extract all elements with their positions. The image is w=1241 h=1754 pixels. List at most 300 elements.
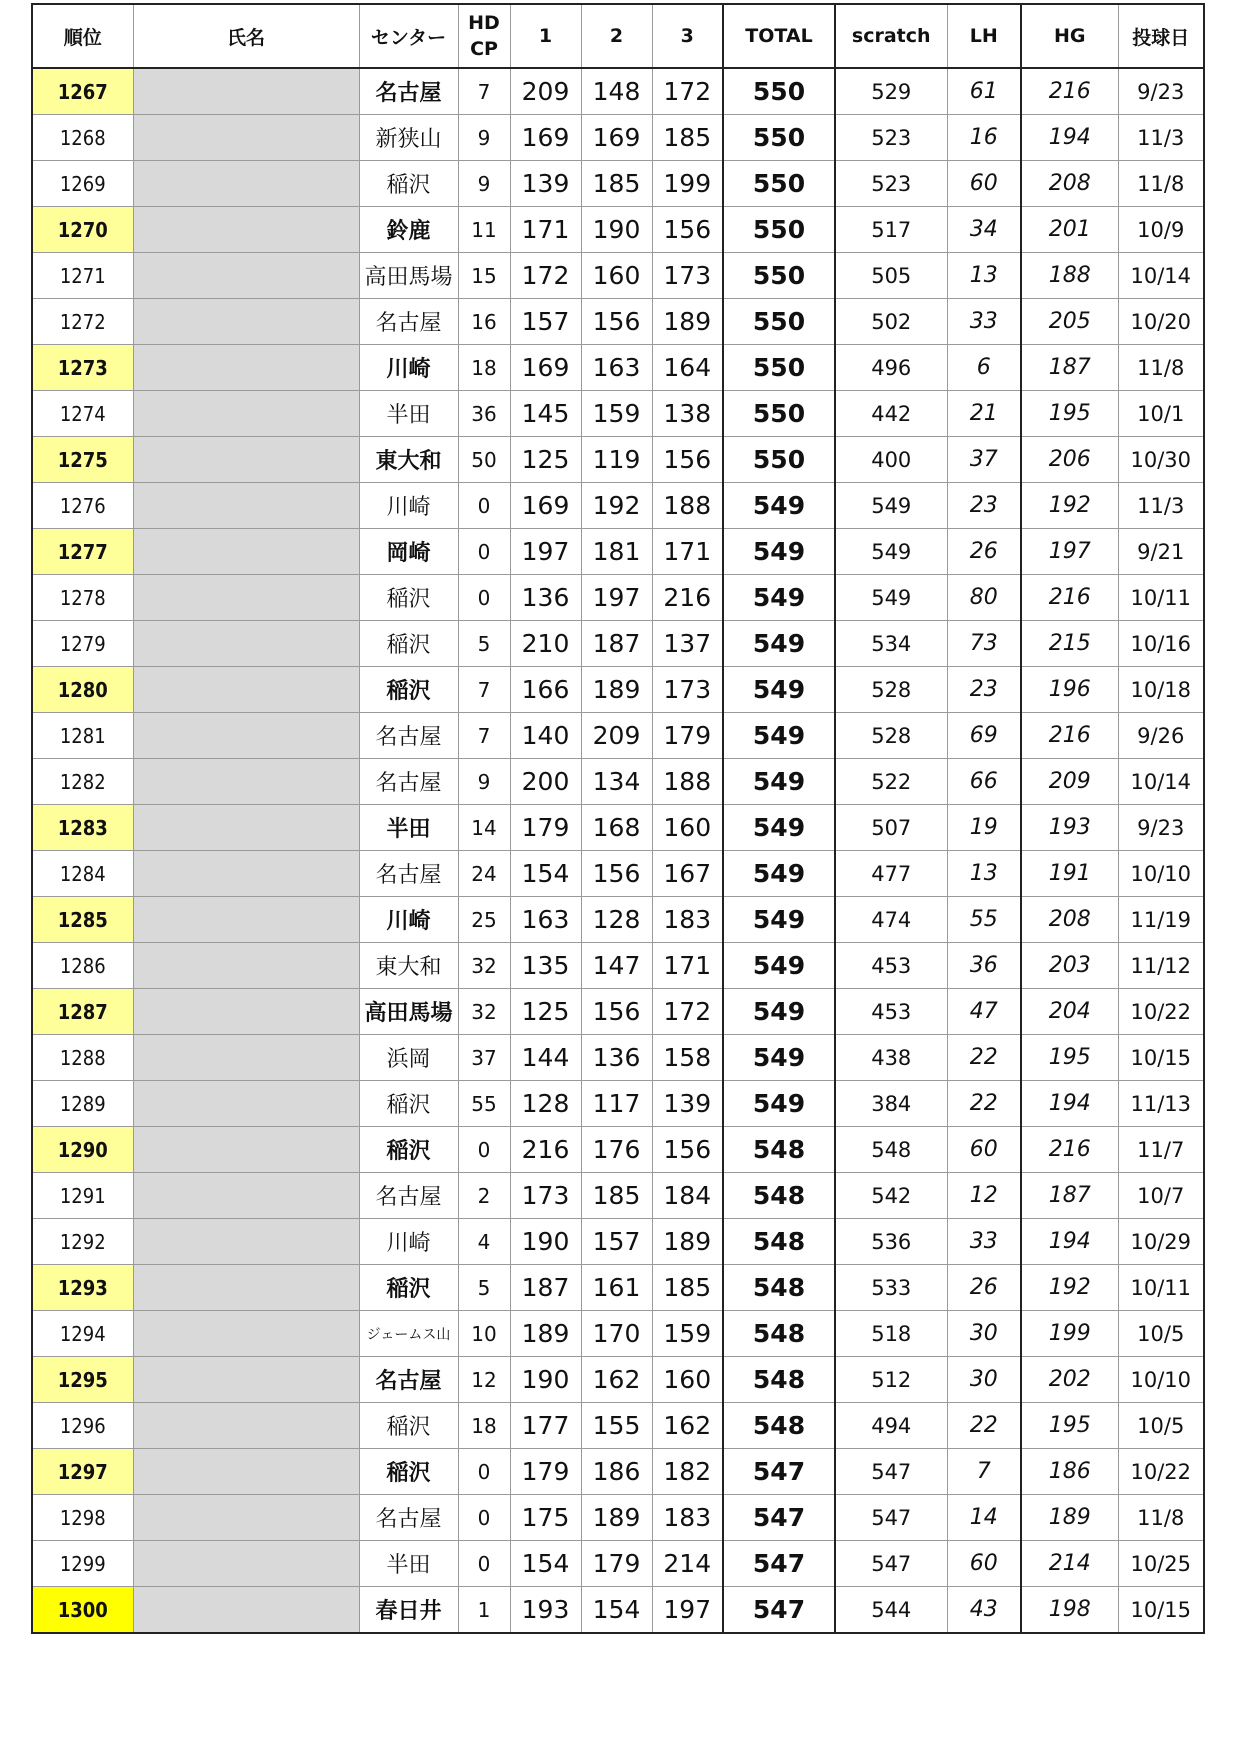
hg-cell: 194 xyxy=(1021,1219,1118,1265)
game-2-cell: 159 xyxy=(581,391,652,437)
game-2-cell: 209 xyxy=(581,713,652,759)
hg-cell: 216 xyxy=(1021,713,1118,759)
game-3-cell: 188 xyxy=(652,759,723,805)
game-3-cell: 183 xyxy=(652,897,723,943)
header-total: TOTAL xyxy=(723,4,835,68)
scratch-cell: 507 xyxy=(835,805,947,851)
date-cell: 10/1 xyxy=(1118,391,1204,437)
game-2-cell: 161 xyxy=(581,1265,652,1311)
center-cell: 稲沢 xyxy=(359,1449,458,1495)
table-row xyxy=(32,1173,1204,1219)
total-cell: 550 xyxy=(723,115,835,161)
name-cell xyxy=(133,1449,359,1495)
center-cell: 名古屋 xyxy=(359,299,458,345)
date-cell: 10/10 xyxy=(1118,851,1204,897)
hdcp-cell: 0 xyxy=(458,1449,510,1495)
name-cell xyxy=(133,1403,359,1449)
name-cell xyxy=(133,989,359,1035)
total-cell: 549 xyxy=(723,483,835,529)
hdcp-cell: 7 xyxy=(458,713,510,759)
game-2-cell: 136 xyxy=(581,1035,652,1081)
game-1-cell: 145 xyxy=(510,391,581,437)
date-cell: 10/15 xyxy=(1118,1035,1204,1081)
header-lh: LH xyxy=(947,4,1021,68)
lh-cell: 19 xyxy=(947,805,1021,851)
game-1-cell: 169 xyxy=(510,345,581,391)
game-3-cell: 164 xyxy=(652,345,723,391)
header-name: 氏名 xyxy=(133,4,359,68)
scratch-cell: 512 xyxy=(835,1357,947,1403)
game-2-cell: 155 xyxy=(581,1403,652,1449)
hdcp-cell: 50 xyxy=(458,437,510,483)
scratch-cell: 528 xyxy=(835,713,947,759)
game-2-cell: 156 xyxy=(581,299,652,345)
table-row xyxy=(32,851,1204,897)
name-cell xyxy=(133,1541,359,1587)
date-cell: 10/11 xyxy=(1118,1265,1204,1311)
hdcp-cell: 1 xyxy=(458,1587,510,1634)
name-cell xyxy=(133,1127,359,1173)
lh-cell: 60 xyxy=(947,1541,1021,1587)
hg-cell: 209 xyxy=(1021,759,1118,805)
table-row xyxy=(32,1403,1204,1449)
date-cell: 10/16 xyxy=(1118,621,1204,667)
game-1-cell: 154 xyxy=(510,1541,581,1587)
date-cell: 9/23 xyxy=(1118,805,1204,851)
lh-cell: 69 xyxy=(947,713,1021,759)
table-row xyxy=(32,575,1204,621)
game-3-cell: 179 xyxy=(652,713,723,759)
name-cell xyxy=(133,253,359,299)
header-hdcp xyxy=(458,4,510,68)
table-row xyxy=(32,1265,1204,1311)
total-cell: 550 xyxy=(723,68,835,115)
scratch-cell: 547 xyxy=(835,1495,947,1541)
rank-cell: 1268 xyxy=(32,115,133,161)
rank-cell: 1272 xyxy=(32,299,133,345)
table-row xyxy=(32,1587,1204,1634)
game-2-cell: 190 xyxy=(581,207,652,253)
hdcp-cell: 0 xyxy=(458,529,510,575)
game-1-cell: 173 xyxy=(510,1173,581,1219)
total-cell: 547 xyxy=(723,1449,835,1495)
center-cell: ジェームス山 xyxy=(359,1311,458,1357)
date-cell: 10/7 xyxy=(1118,1173,1204,1219)
hg-cell: 199 xyxy=(1021,1311,1118,1357)
game-3-cell: 158 xyxy=(652,1035,723,1081)
header-rank: 順位 xyxy=(32,4,133,68)
rank-cell: 1296 xyxy=(32,1403,133,1449)
date-cell: 10/22 xyxy=(1118,1449,1204,1495)
game-1-cell: 175 xyxy=(510,1495,581,1541)
lh-cell: 33 xyxy=(947,299,1021,345)
rank-cell: 1271 xyxy=(32,253,133,299)
hg-cell: 195 xyxy=(1021,1403,1118,1449)
lh-cell: 66 xyxy=(947,759,1021,805)
game-3-cell: 189 xyxy=(652,1219,723,1265)
game-1-cell: 172 xyxy=(510,253,581,299)
date-cell: 10/5 xyxy=(1118,1311,1204,1357)
center-cell: 浜岡 xyxy=(359,1035,458,1081)
game-1-cell: 177 xyxy=(510,1403,581,1449)
game-2-cell: 119 xyxy=(581,437,652,483)
rank-cell: 1281 xyxy=(32,713,133,759)
hg-cell: 202 xyxy=(1021,1357,1118,1403)
rank-cell: 1280 xyxy=(32,667,133,713)
scratch-cell: 549 xyxy=(835,575,947,621)
name-cell xyxy=(133,621,359,667)
name-cell xyxy=(133,345,359,391)
total-cell: 548 xyxy=(723,1403,835,1449)
lh-cell: 22 xyxy=(947,1035,1021,1081)
rank-cell: 1295 xyxy=(32,1357,133,1403)
center-cell: 名古屋 xyxy=(359,1357,458,1403)
total-cell: 549 xyxy=(723,575,835,621)
total-cell: 548 xyxy=(723,1311,835,1357)
table-row xyxy=(32,713,1204,759)
lh-cell: 13 xyxy=(947,253,1021,299)
hdcp-cell: 37 xyxy=(458,1035,510,1081)
hdcp-cell: 32 xyxy=(458,989,510,1035)
rank-cell: 1267 xyxy=(32,68,133,115)
total-cell: 550 xyxy=(723,345,835,391)
scratch-cell: 549 xyxy=(835,483,947,529)
scratch-cell: 549 xyxy=(835,529,947,575)
game-1-cell: 190 xyxy=(510,1357,581,1403)
table-body xyxy=(32,68,1204,1633)
rank-cell: 1287 xyxy=(32,989,133,1035)
total-cell: 550 xyxy=(723,299,835,345)
table-row xyxy=(32,759,1204,805)
lh-cell: 47 xyxy=(947,989,1021,1035)
header-row xyxy=(32,4,1204,68)
hg-cell: 198 xyxy=(1021,1587,1118,1634)
lh-cell: 30 xyxy=(947,1311,1021,1357)
total-cell: 549 xyxy=(723,621,835,667)
game-3-cell: 188 xyxy=(652,483,723,529)
scratch-cell: 517 xyxy=(835,207,947,253)
name-cell xyxy=(133,851,359,897)
hg-cell: 188 xyxy=(1021,253,1118,299)
game-3-cell: 156 xyxy=(652,437,723,483)
lh-cell: 33 xyxy=(947,1219,1021,1265)
name-cell xyxy=(133,1495,359,1541)
date-cell: 11/3 xyxy=(1118,483,1204,529)
rank-cell: 1270 xyxy=(32,207,133,253)
game-2-cell: 186 xyxy=(581,1449,652,1495)
total-cell: 549 xyxy=(723,805,835,851)
game-3-cell: 137 xyxy=(652,621,723,667)
game-2-cell: 154 xyxy=(581,1587,652,1634)
total-cell: 549 xyxy=(723,529,835,575)
total-cell: 548 xyxy=(723,1127,835,1173)
hg-cell: 195 xyxy=(1021,1035,1118,1081)
scratch-cell: 523 xyxy=(835,161,947,207)
game-2-cell: 162 xyxy=(581,1357,652,1403)
hdcp-cell: 7 xyxy=(458,667,510,713)
date-cell: 10/20 xyxy=(1118,299,1204,345)
game-2-cell: 185 xyxy=(581,161,652,207)
hdcp-cell: 0 xyxy=(458,1495,510,1541)
game-3-cell: 183 xyxy=(652,1495,723,1541)
hg-cell: 208 xyxy=(1021,161,1118,207)
table-row xyxy=(32,483,1204,529)
game-2-cell: 179 xyxy=(581,1541,652,1587)
table-row xyxy=(32,1035,1204,1081)
game-2-cell: 156 xyxy=(581,851,652,897)
game-2-cell: 168 xyxy=(581,805,652,851)
name-cell xyxy=(133,943,359,989)
hg-cell: 205 xyxy=(1021,299,1118,345)
scratch-cell: 442 xyxy=(835,391,947,437)
game-1-cell: 189 xyxy=(510,1311,581,1357)
center-cell: 岡崎 xyxy=(359,529,458,575)
header-hdcp-line2: CP xyxy=(470,38,498,60)
total-cell: 548 xyxy=(723,1357,835,1403)
lh-cell: 23 xyxy=(947,667,1021,713)
center-cell: 稲沢 xyxy=(359,161,458,207)
date-cell: 9/21 xyxy=(1118,529,1204,575)
table-row xyxy=(32,161,1204,207)
table-row xyxy=(32,621,1204,667)
lh-cell: 55 xyxy=(947,897,1021,943)
table-row xyxy=(32,1449,1204,1495)
game-1-cell: 193 xyxy=(510,1587,581,1634)
total-cell: 547 xyxy=(723,1495,835,1541)
game-2-cell: 189 xyxy=(581,1495,652,1541)
hg-cell: 187 xyxy=(1021,1173,1118,1219)
center-cell: 東大和 xyxy=(359,943,458,989)
total-cell: 549 xyxy=(723,851,835,897)
table-row xyxy=(32,115,1204,161)
rank-cell: 1298 xyxy=(32,1495,133,1541)
total-cell: 549 xyxy=(723,943,835,989)
game-1-cell: 157 xyxy=(510,299,581,345)
game-2-cell: 185 xyxy=(581,1173,652,1219)
header-date: 投球日 xyxy=(1118,4,1204,68)
game-3-cell: 138 xyxy=(652,391,723,437)
game-3-cell: 160 xyxy=(652,805,723,851)
total-cell: 550 xyxy=(723,207,835,253)
name-cell xyxy=(133,1173,359,1219)
hdcp-cell: 0 xyxy=(458,575,510,621)
hdcp-cell: 7 xyxy=(458,68,510,115)
center-cell: 春日井 xyxy=(359,1587,458,1634)
hg-cell: 197 xyxy=(1021,529,1118,575)
lh-cell: 26 xyxy=(947,1265,1021,1311)
hdcp-cell: 36 xyxy=(458,391,510,437)
table-row xyxy=(32,391,1204,437)
rank-cell: 1294 xyxy=(32,1311,133,1357)
table-header xyxy=(32,4,1204,68)
game-1-cell: 128 xyxy=(510,1081,581,1127)
total-cell: 549 xyxy=(723,1035,835,1081)
lh-cell: 23 xyxy=(947,483,1021,529)
hg-cell: 201 xyxy=(1021,207,1118,253)
hdcp-cell: 9 xyxy=(458,759,510,805)
date-cell: 10/30 xyxy=(1118,437,1204,483)
game-1-cell: 154 xyxy=(510,851,581,897)
total-cell: 549 xyxy=(723,759,835,805)
game-2-cell: 148 xyxy=(581,68,652,115)
game-1-cell: 216 xyxy=(510,1127,581,1173)
hdcp-cell: 0 xyxy=(458,1127,510,1173)
hg-cell: 192 xyxy=(1021,483,1118,529)
center-cell: 稲沢 xyxy=(359,1403,458,1449)
center-cell: 高田馬場 xyxy=(359,253,458,299)
table-row xyxy=(32,989,1204,1035)
date-cell: 9/26 xyxy=(1118,713,1204,759)
hdcp-cell: 55 xyxy=(458,1081,510,1127)
hdcp-cell: 11 xyxy=(458,207,510,253)
name-cell xyxy=(133,667,359,713)
center-cell: 名古屋 xyxy=(359,713,458,759)
scratch-cell: 453 xyxy=(835,989,947,1035)
lh-cell: 6 xyxy=(947,345,1021,391)
game-3-cell: 167 xyxy=(652,851,723,897)
total-cell: 549 xyxy=(723,989,835,1035)
date-cell: 10/10 xyxy=(1118,1357,1204,1403)
lh-cell: 36 xyxy=(947,943,1021,989)
date-cell: 11/3 xyxy=(1118,115,1204,161)
header-game-1: 1 xyxy=(510,4,581,68)
rank-cell: 1290 xyxy=(32,1127,133,1173)
rank-cell: 1282 xyxy=(32,759,133,805)
lh-cell: 80 xyxy=(947,575,1021,621)
table-row xyxy=(32,345,1204,391)
game-2-cell: 156 xyxy=(581,989,652,1035)
game-3-cell: 199 xyxy=(652,161,723,207)
scratch-cell: 547 xyxy=(835,1541,947,1587)
scratch-cell: 523 xyxy=(835,115,947,161)
hg-cell: 204 xyxy=(1021,989,1118,1035)
center-cell: 名古屋 xyxy=(359,759,458,805)
hg-cell: 187 xyxy=(1021,345,1118,391)
hdcp-cell: 15 xyxy=(458,253,510,299)
date-cell: 11/12 xyxy=(1118,943,1204,989)
name-cell xyxy=(133,897,359,943)
hg-cell: 189 xyxy=(1021,1495,1118,1541)
center-cell: 半田 xyxy=(359,805,458,851)
scratch-cell: 529 xyxy=(835,68,947,115)
game-3-cell: 197 xyxy=(652,1587,723,1634)
date-cell: 11/8 xyxy=(1118,161,1204,207)
hg-cell: 194 xyxy=(1021,1081,1118,1127)
rank-cell: 1275 xyxy=(32,437,133,483)
hdcp-cell: 9 xyxy=(458,161,510,207)
center-cell: 高田馬場 xyxy=(359,989,458,1035)
hg-cell: 195 xyxy=(1021,391,1118,437)
table-row xyxy=(32,805,1204,851)
center-cell: 川崎 xyxy=(359,897,458,943)
scratch-cell: 400 xyxy=(835,437,947,483)
center-cell: 鈴鹿 xyxy=(359,207,458,253)
table-row xyxy=(32,667,1204,713)
name-cell xyxy=(133,1035,359,1081)
lh-cell: 16 xyxy=(947,115,1021,161)
scratch-cell: 496 xyxy=(835,345,947,391)
date-cell: 10/11 xyxy=(1118,575,1204,621)
hdcp-cell: 5 xyxy=(458,621,510,667)
lh-cell: 22 xyxy=(947,1081,1021,1127)
game-1-cell: 135 xyxy=(510,943,581,989)
date-cell: 10/5 xyxy=(1118,1403,1204,1449)
hg-cell: 196 xyxy=(1021,667,1118,713)
ranking-table xyxy=(31,3,1205,1634)
hg-cell: 192 xyxy=(1021,1265,1118,1311)
hdcp-cell: 10 xyxy=(458,1311,510,1357)
table-row xyxy=(32,299,1204,345)
name-cell xyxy=(133,1311,359,1357)
game-2-cell: 134 xyxy=(581,759,652,805)
game-3-cell: 171 xyxy=(652,943,723,989)
game-2-cell: 189 xyxy=(581,667,652,713)
game-3-cell: 216 xyxy=(652,575,723,621)
name-cell xyxy=(133,575,359,621)
game-2-cell: 128 xyxy=(581,897,652,943)
hg-cell: 216 xyxy=(1021,575,1118,621)
game-1-cell: 209 xyxy=(510,68,581,115)
game-2-cell: 147 xyxy=(581,943,652,989)
hdcp-cell: 0 xyxy=(458,1541,510,1587)
center-cell: 半田 xyxy=(359,391,458,437)
hg-cell: 216 xyxy=(1021,68,1118,115)
name-cell xyxy=(133,713,359,759)
game-2-cell: 163 xyxy=(581,345,652,391)
game-3-cell: 189 xyxy=(652,299,723,345)
scratch-cell: 494 xyxy=(835,1403,947,1449)
scratch-cell: 544 xyxy=(835,1587,947,1634)
total-cell: 550 xyxy=(723,161,835,207)
hdcp-cell: 18 xyxy=(458,345,510,391)
name-cell xyxy=(133,1587,359,1634)
game-2-cell: 160 xyxy=(581,253,652,299)
center-cell: 稲沢 xyxy=(359,621,458,667)
center-cell: 名古屋 xyxy=(359,68,458,115)
scratch-cell: 502 xyxy=(835,299,947,345)
hdcp-cell: 12 xyxy=(458,1357,510,1403)
rank-cell: 1289 xyxy=(32,1081,133,1127)
name-cell xyxy=(133,1081,359,1127)
table-row xyxy=(32,253,1204,299)
name-cell xyxy=(133,805,359,851)
hdcp-cell: 25 xyxy=(458,897,510,943)
rank-cell: 1297 xyxy=(32,1449,133,1495)
hg-cell: 194 xyxy=(1021,115,1118,161)
scratch-cell: 518 xyxy=(835,1311,947,1357)
name-cell xyxy=(133,161,359,207)
table-row xyxy=(32,68,1204,115)
name-cell xyxy=(133,759,359,805)
table-row xyxy=(32,529,1204,575)
date-cell: 9/23 xyxy=(1118,68,1204,115)
total-cell: 548 xyxy=(723,1265,835,1311)
center-cell: 稲沢 xyxy=(359,1265,458,1311)
hdcp-cell: 32 xyxy=(458,943,510,989)
name-cell xyxy=(133,437,359,483)
hdcp-cell: 14 xyxy=(458,805,510,851)
scratch-cell: 474 xyxy=(835,897,947,943)
rank-cell: 1269 xyxy=(32,161,133,207)
date-cell: 10/22 xyxy=(1118,989,1204,1035)
scratch-cell: 528 xyxy=(835,667,947,713)
name-cell xyxy=(133,1265,359,1311)
name-cell xyxy=(133,529,359,575)
game-1-cell: 125 xyxy=(510,989,581,1035)
table-row xyxy=(32,1357,1204,1403)
game-3-cell: 172 xyxy=(652,989,723,1035)
game-3-cell: 159 xyxy=(652,1311,723,1357)
